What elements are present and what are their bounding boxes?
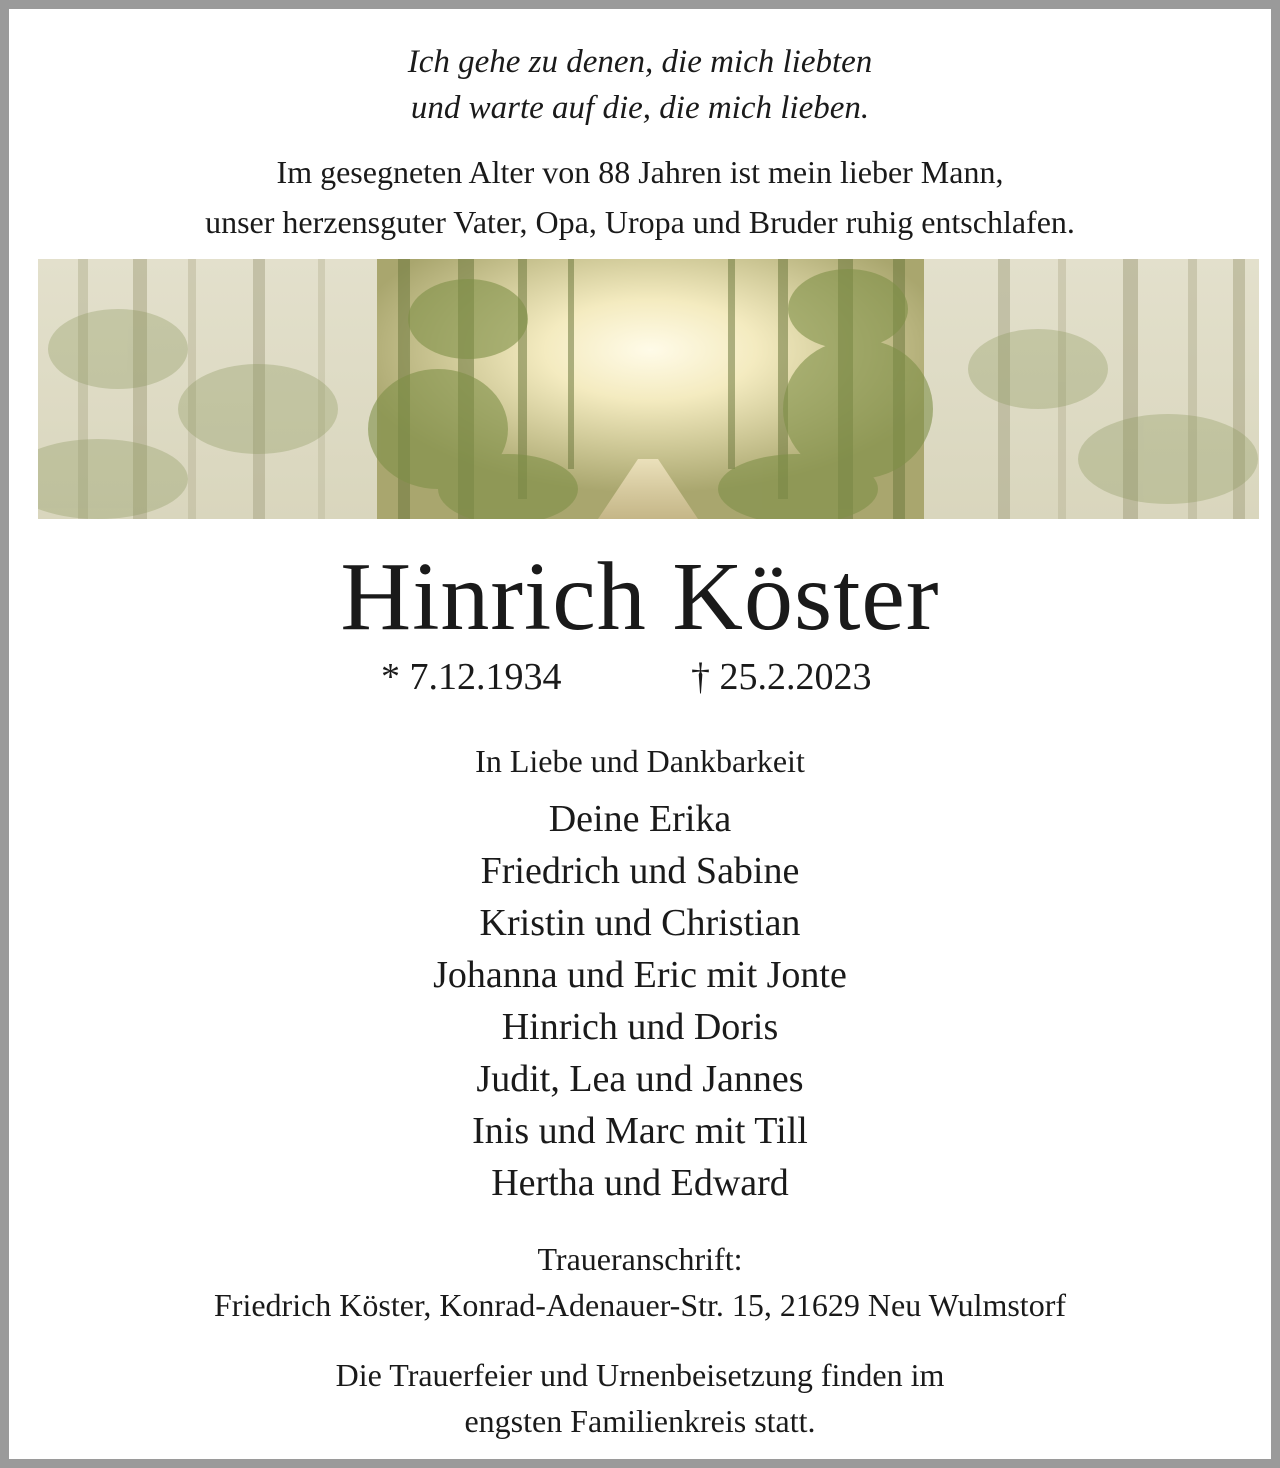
mourners-list (9, 793, 1271, 1209)
dedication-line: In Liebe und Dankbarkeit (475, 743, 805, 779)
ceremony-notice (9, 1352, 1271, 1444)
death-date: † 25.2.2023 (691, 656, 872, 698)
mourner-name: Friedrich und Sabine (480, 850, 800, 892)
mourner-name: Hinrich und Doris (501, 1006, 779, 1048)
condolence-address (9, 1236, 1271, 1328)
mourner-name: Deine Erika (548, 798, 732, 840)
address-value: Friedrich Köster, Konrad-Adenauer-Str. 15, 21629 Neu Wulmstorf (213, 1287, 1066, 1323)
intro-text (9, 147, 1271, 247)
memorial-quote (9, 39, 1271, 131)
deceased-name: Hinrich Köster (340, 543, 940, 651)
forest-path-image (38, 259, 1259, 519)
mourner-name: Inis und Marc mit Till (472, 1110, 808, 1152)
mourner-name: Hertha und Edward (491, 1162, 789, 1204)
ceremony-line-2: engsten Familienkreis statt. (464, 1403, 816, 1439)
quote-line-2: und warte auf die, die mich lieben. (410, 90, 870, 126)
ceremony-line-1: Die Trauerfeier und Urnenbeisetzung finden im (335, 1357, 945, 1393)
mourner-name: Kristin und Christian (479, 902, 801, 944)
address-label: Traueranschrift: (537, 1241, 743, 1277)
intro-line-1: Im gesegneten Alter von 88 Jahren ist mein lieber Mann, (276, 154, 1004, 190)
birth-date: * 7.12.1934 (381, 656, 562, 698)
mourner-name: Judit, Lea und Jannes (476, 1058, 804, 1100)
intro-line-2: unser herzensguter Vater, Opa, Uropa und Bruder ruhig entschlafen. (205, 204, 1075, 240)
mourner-name: Johanna und Eric mit Jonte (433, 954, 847, 996)
quote-line-1: Ich gehe zu denen, die mich liebten (407, 44, 873, 80)
